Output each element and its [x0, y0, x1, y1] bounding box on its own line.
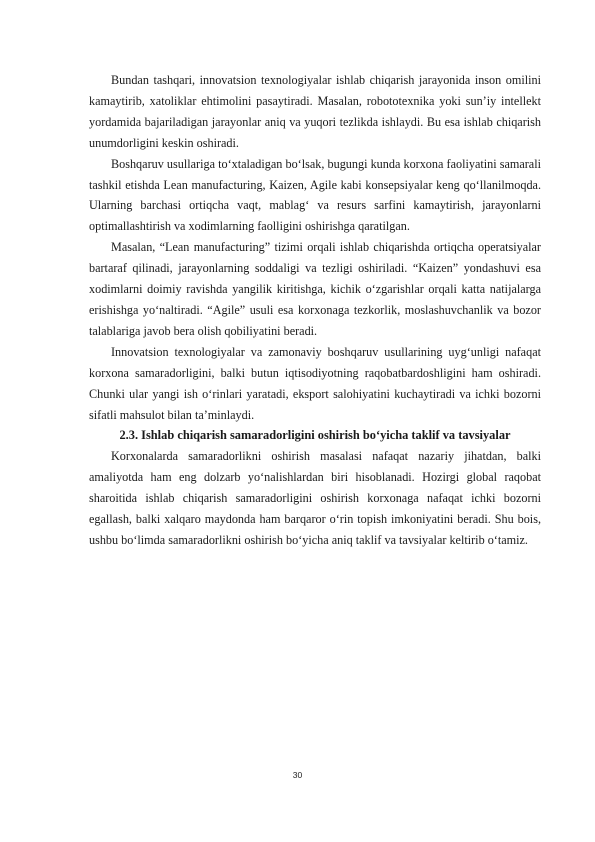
- section-heading: 2.3. Ishlab chiqarish samaradorligini oshirish bo‘yicha taklif va tavsiyalar: [119, 428, 511, 443]
- paragraph-management-methods: Boshqaruv usullariga to‘xtaladigan bo‘lsak, bugungi kunda korxona faoliyatini samarali tashkil etishda Lean manufacturing, Kaizen, Agile kabi konsepsiyalar keng qo‘llanilmoqda. Ularning barchasi ortiqcha vaqt, mablag‘ va resurs sarfini kamaytirish, jarayonlarni optimallashtirish va xodimlarning faolligini oshirishga qaratilgan.: [89, 156, 541, 234]
- paragraph-harmony-competitiveness: Innovatsion texnologiyalar va zamonaviy boshqaruv usullarining uyg‘unligi nafaqat korxona samaradorligini, balki butun iqtisodiyotning raqobatbardoshligini ham oshiradi. Chunki ular yangi ish o‘rinlari yaratadi, eksport salohiyatini kuchaytiradi va ichki bozorni sifatli mahsulot bilan ta’minlaydi.: [89, 344, 541, 422]
- page-number: 30: [292, 770, 303, 780]
- paragraph-lean-kaizen-agile: Masalan, “Lean manufacturing” tizimi orqali ishlab chiqarishda ortiqcha operatsiyalar bartaraf qilinadi, jarayonlarning soddaligi va tezligi oshiriladi. “Kaizen” yondashuvi esa xodimlarni doimiy ravishda yangilik kiritishga, kichik o‘zgarishlar orqali katta natijalarga erishishga yo‘naltiradi. “Agile” usuli esa korxonaga tezkorlik, moslashuvchanlik va bozor talablariga javob bera olish qobiliyatini beradi.: [89, 240, 541, 338]
- page-content: [89, 70, 541, 551]
- paragraph-efficiency-intro: Korxonalarda samaradorlikni oshirish masalasi nafaqat nazariy jihatdan, balki amaliyotda ham eng dolzarb yo‘nalishlardan biri hisoblanadi. Hozirgi global raqobat sharoitida ishlab chiqarish samaradorligini oshirish korxonaga nafaqat ichki bozorni egallash, balki xalqaro maydonda ham barqaror o‘rin topish imkoniyatini beradi. Shu bois, ushbu bo‘limda samaradorlikni oshirish bo‘yicha aniq taklif va tavsiyalar keltirib o‘tamiz.: [89, 449, 541, 548]
- paragraph-innovation-human-factor: Bundan tashqari, innovatsion texnologiyalar ishlab chiqarish jarayonida inson omilini kamaytirib, xatoliklar ehtimolini pasaytiradi. Masalan, robototexnika yoki sun’iy intellekt yordamida bajariladigan jarayonlar aniq va yuqori tezlikda ishlaydi. Bu esa ishlab chiqarish unumdorligini keskin oshiradi.: [89, 73, 541, 150]
